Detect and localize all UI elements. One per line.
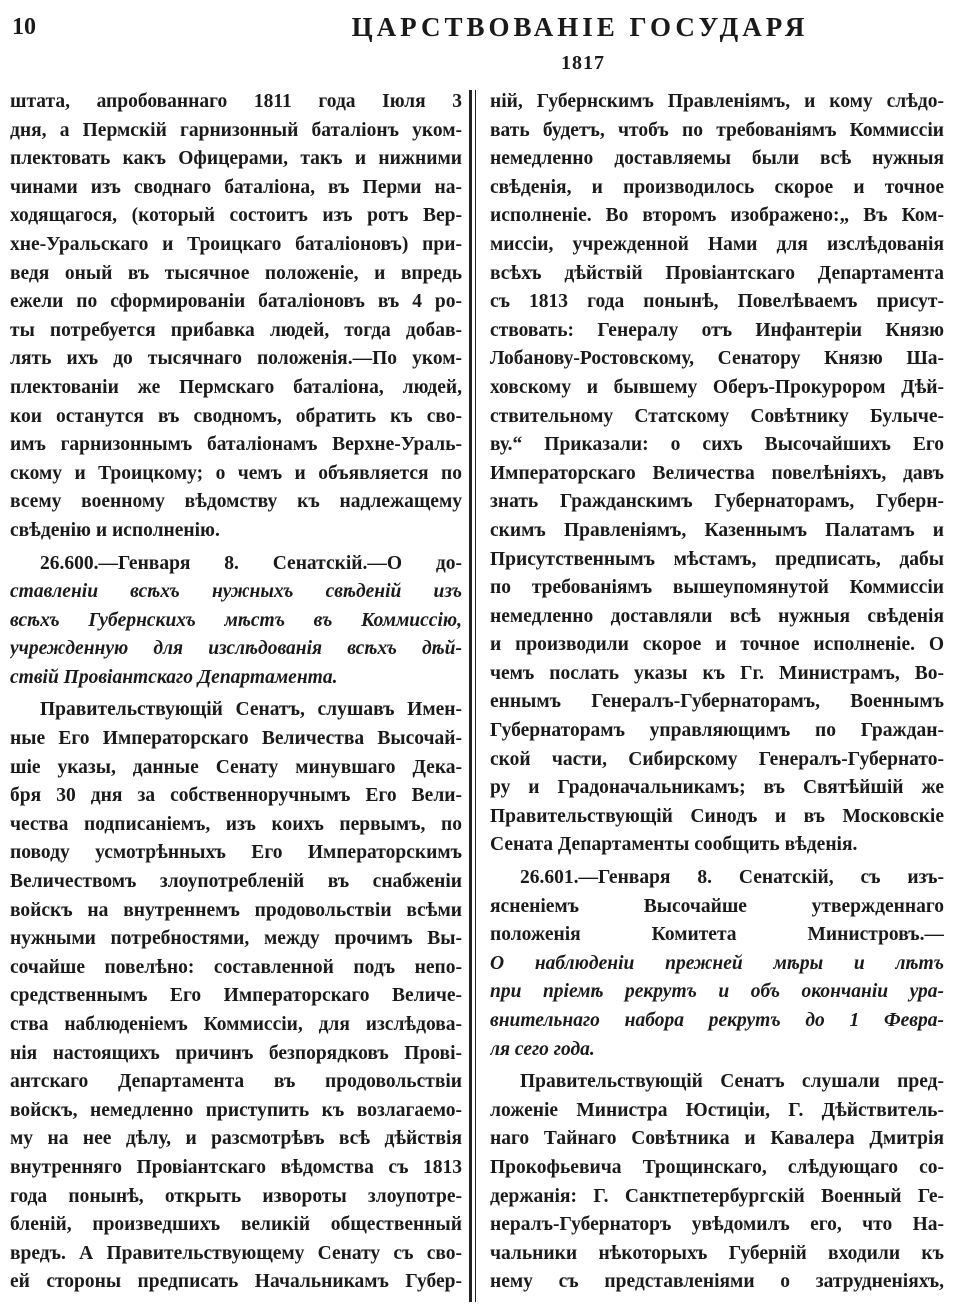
text-line: нія настоящихъ причинъ безпорядковъ Прові- bbox=[10, 1042, 462, 1064]
text-line: скимъ Правленіямъ, Казеннымъ Палатамъ и bbox=[490, 519, 944, 541]
entry-heading bbox=[10, 550, 462, 693]
text-line: бря 30 дня за собственноручнымъ Его Вели- bbox=[10, 785, 462, 807]
text-line: нужными потребностями, между прочимъ Вы- bbox=[10, 928, 462, 950]
text-line: ей стороны предписать Начальникамъ Губер- bbox=[10, 1271, 462, 1293]
text-line: бленій, произведшихъ великій общественный bbox=[10, 1214, 462, 1236]
text-line: Правительствующій Сенатъ, слушавъ Имен- bbox=[40, 699, 462, 721]
text-line: О наблюденіи прежней мѣры и лѣтъ bbox=[490, 952, 944, 974]
text-line: съ 1813 года понынѣ, Повелѣваемъ присут- bbox=[490, 291, 944, 313]
text-line: средственнымъ Его Императорскаго Величе- bbox=[10, 985, 462, 1007]
text-line: всему военному вѣдомству къ надлежащему bbox=[10, 491, 462, 513]
text-line: поводу усмотрѣнныхъ Его Императорскимъ bbox=[10, 842, 462, 864]
text-line: свѣденію и исполненію. bbox=[10, 519, 220, 541]
text-line: всѣхъ Губернскихъ мѣстъ въ Коммиссію, bbox=[10, 609, 462, 631]
text-line: чинами изъ своднаго баталіона, въ Перми на- bbox=[10, 176, 462, 198]
text-line: ложеніе Министра Юстиціи, Г. Дѣйствитель- bbox=[490, 1099, 944, 1121]
text-line: Императорскаго Величества повелѣніяхъ, давъ bbox=[490, 462, 944, 484]
text-line: ховскому и бывшему Оберъ-Прокурором Дѣй- bbox=[490, 376, 944, 398]
text-line: немедленно доставляли всѣ нужныя свѣденія bbox=[490, 605, 944, 627]
text-line: нералъ-Губернаторъ увѣдомилъ его, что На- bbox=[490, 1214, 944, 1236]
text-line: Правительствующій Синодъ и въ Московскіе bbox=[490, 805, 944, 827]
running-title: ЦАРСТВОВАНІЕ ГОСУДАРЯ bbox=[351, 12, 809, 42]
text-line: ные Его Императорскаго Величества Высочай- bbox=[10, 728, 462, 750]
text-line: чества подписаніемъ, изъ коихъ первымъ, по bbox=[10, 813, 462, 835]
text-line: по требованіямъ вышеупомянутой Коммиссіи bbox=[490, 577, 944, 599]
text-line: исполненіе. Во второмъ изображено:„ Въ Ком- bbox=[490, 205, 944, 227]
text-line: еннымъ Генералъ-Губернаторамъ, Военнымъ bbox=[490, 691, 944, 713]
text-line: всѣхъ дѣйствій Провіантскаго Департамента bbox=[490, 262, 944, 284]
text-line: нему съ представленіями о затрудненіяхъ, bbox=[490, 1271, 944, 1293]
text-line: положенія Комитета Министровъ.— bbox=[490, 924, 944, 946]
text-line: Присутственнымъ мѣстамъ, предписать, дабы bbox=[490, 548, 944, 570]
text-line: Правительствующій Сенатъ слушали пред- bbox=[520, 1071, 944, 1093]
text-line: учрежденную для изслѣдованія всѣхъ дѣй- bbox=[10, 638, 462, 660]
text-line: внутренняго Провіантскаго вѣдомства съ 1813 bbox=[10, 1156, 462, 1178]
text-line: скому и Троицкому; о чемъ и объявляется по bbox=[10, 462, 462, 484]
text-line: кои останутся въ сводномъ, обратить къ сво- bbox=[10, 405, 462, 427]
text-line: ву.“ Приказали: о сихъ Высочайшихъ Его bbox=[490, 434, 944, 456]
text-line: и производили скорое и точное исполненіе. О bbox=[490, 634, 944, 656]
text-line: штата, апробованнаго 1811 года Іюля 3 bbox=[10, 91, 462, 112]
text-line: ствій Провіантскаго Департамента. bbox=[10, 666, 338, 688]
paragraph bbox=[490, 1068, 944, 1297]
text-line: Величествомъ злоупотребленій въ снабженіи bbox=[10, 871, 462, 893]
text-line: внительнаго набора рекрутъ до 1 Февра- bbox=[490, 1010, 944, 1031]
paragraph bbox=[10, 696, 462, 1296]
paragraph bbox=[490, 88, 944, 860]
text-line: знать Гражданскимъ Губернаторамъ, Губерн- bbox=[490, 491, 944, 513]
text-line: Губернаторамъ управляющимъ по Граждан- bbox=[490, 720, 944, 742]
text-line: шіе указы, данные Сенату минувшаго Дека- bbox=[10, 756, 462, 778]
text-line: 26.601.—Генваря 8. Сенатскій, съ изъ- bbox=[520, 867, 944, 889]
text-line: ясненіемъ Высочайше утвержденнаго bbox=[490, 895, 944, 917]
paragraph bbox=[10, 88, 462, 546]
text-line: плектованіи же Пермскаго баталіона, людей, bbox=[10, 376, 462, 398]
text-line: вать будетъ, чтобъ по требованіямъ Коммиссіи bbox=[490, 119, 944, 141]
text-line: войскъ на внутреннемъ продовольствіи всѣми bbox=[10, 899, 462, 921]
text-line: свѣденія, и производилось скорое и точное bbox=[490, 176, 944, 198]
text-line: ты потребуется прибавка людей, тогда добав- bbox=[10, 319, 462, 341]
text-line: 26.600.—Генваря 8. Сенатскій.—О до- bbox=[40, 552, 462, 574]
text-line: хне-Уральскаго и Троицкаго баталіоновъ) при- bbox=[10, 233, 462, 255]
text-line: ства наблюденіемъ Коммиссіи, для изслѣдова- bbox=[10, 1014, 462, 1035]
text-line: лять ихъ до тысячнаго положенія.—По уком- bbox=[10, 348, 462, 370]
text-line: плектовать какъ Офицерами, такъ и нижними bbox=[10, 148, 462, 170]
text-line: Прокофьевича Трощинскаго, слѣдующаго со- bbox=[490, 1156, 944, 1178]
text-line: чальники нѣкоторыхъ Губерній входили къ bbox=[490, 1242, 944, 1264]
text-line: ходящагося, (который состоитъ изъ ротъ Вер- bbox=[10, 205, 462, 227]
text-line: ставленіи всѣхъ нужныхъ свѣденій изъ bbox=[10, 581, 462, 603]
page-number: 10 bbox=[12, 14, 36, 40]
text-line: ведя оный въ тысячное положеніе, и впредь bbox=[10, 262, 462, 284]
text-line: сочайше повелѣно: составленной подъ непо- bbox=[10, 956, 462, 978]
year-heading: 1817 bbox=[561, 52, 605, 74]
text-line: наго Тайнаго Совѣтника и Кавалера Дмитрія bbox=[490, 1128, 944, 1150]
text-line: немедленно доставляемы были всѣ нужныя bbox=[490, 148, 944, 170]
text-line: года понынѣ, открыть извороты злоупотре- bbox=[10, 1185, 462, 1207]
text-line: ру и Градоначальникамъ; въ Святѣйшій же bbox=[490, 777, 944, 799]
text-line: му на нее дѣлу, и разсмотрѣвъ всѣ дѣйствія bbox=[10, 1128, 462, 1150]
text-line: дня, а Пермскій гарнизонный баталіонъ уком- bbox=[10, 119, 462, 141]
text-line: ствительному Статскому Совѣтнику Булыче- bbox=[490, 405, 944, 427]
text-line: при пріемѣ рекрутъ и объ окончаніи ура- bbox=[490, 981, 944, 1003]
left-column bbox=[10, 88, 462, 1301]
text-line: ля сего года. bbox=[490, 1038, 595, 1060]
text-line: миссіи, учрежденной Нами для изслѣдованія bbox=[490, 233, 944, 255]
text-line: ской части, Сибирскому Генералъ-Губернато- bbox=[490, 748, 944, 770]
text-line: ній, Губернскимъ Правленіямъ, и кому слѣдо- bbox=[490, 91, 944, 112]
text-line: ежели по сформированіи баталіоновъ въ 4 ро- bbox=[10, 291, 462, 313]
entry-heading bbox=[490, 864, 944, 1064]
column-divider bbox=[469, 90, 476, 1302]
text-line: держанія: Г. Санктпетербургскій Военный Ге- bbox=[490, 1185, 944, 1207]
text-line: вредъ. А Правительствующему Сенату съ сво- bbox=[10, 1242, 462, 1264]
text-line: Сената Департаменты сообщить вѣденія. bbox=[490, 834, 858, 856]
text-line: войскъ, немедленно приступить къ возлагаемо- bbox=[10, 1099, 462, 1121]
text-line: антскаго Департамента въ продовольствіи bbox=[10, 1071, 462, 1093]
text-line: Лобанову-Ростовскому, Сенатору Князю Ша- bbox=[490, 348, 944, 370]
text-line: ствовать: Генералу отъ Инфантеріи Князю bbox=[490, 319, 944, 341]
text-line: имъ гарнизоннымъ баталіонамъ Верхне-Ураль- bbox=[10, 434, 462, 456]
right-column bbox=[490, 88, 944, 1301]
text-line: чемъ послать указы къ Гг. Министрамъ, Во- bbox=[490, 662, 944, 684]
